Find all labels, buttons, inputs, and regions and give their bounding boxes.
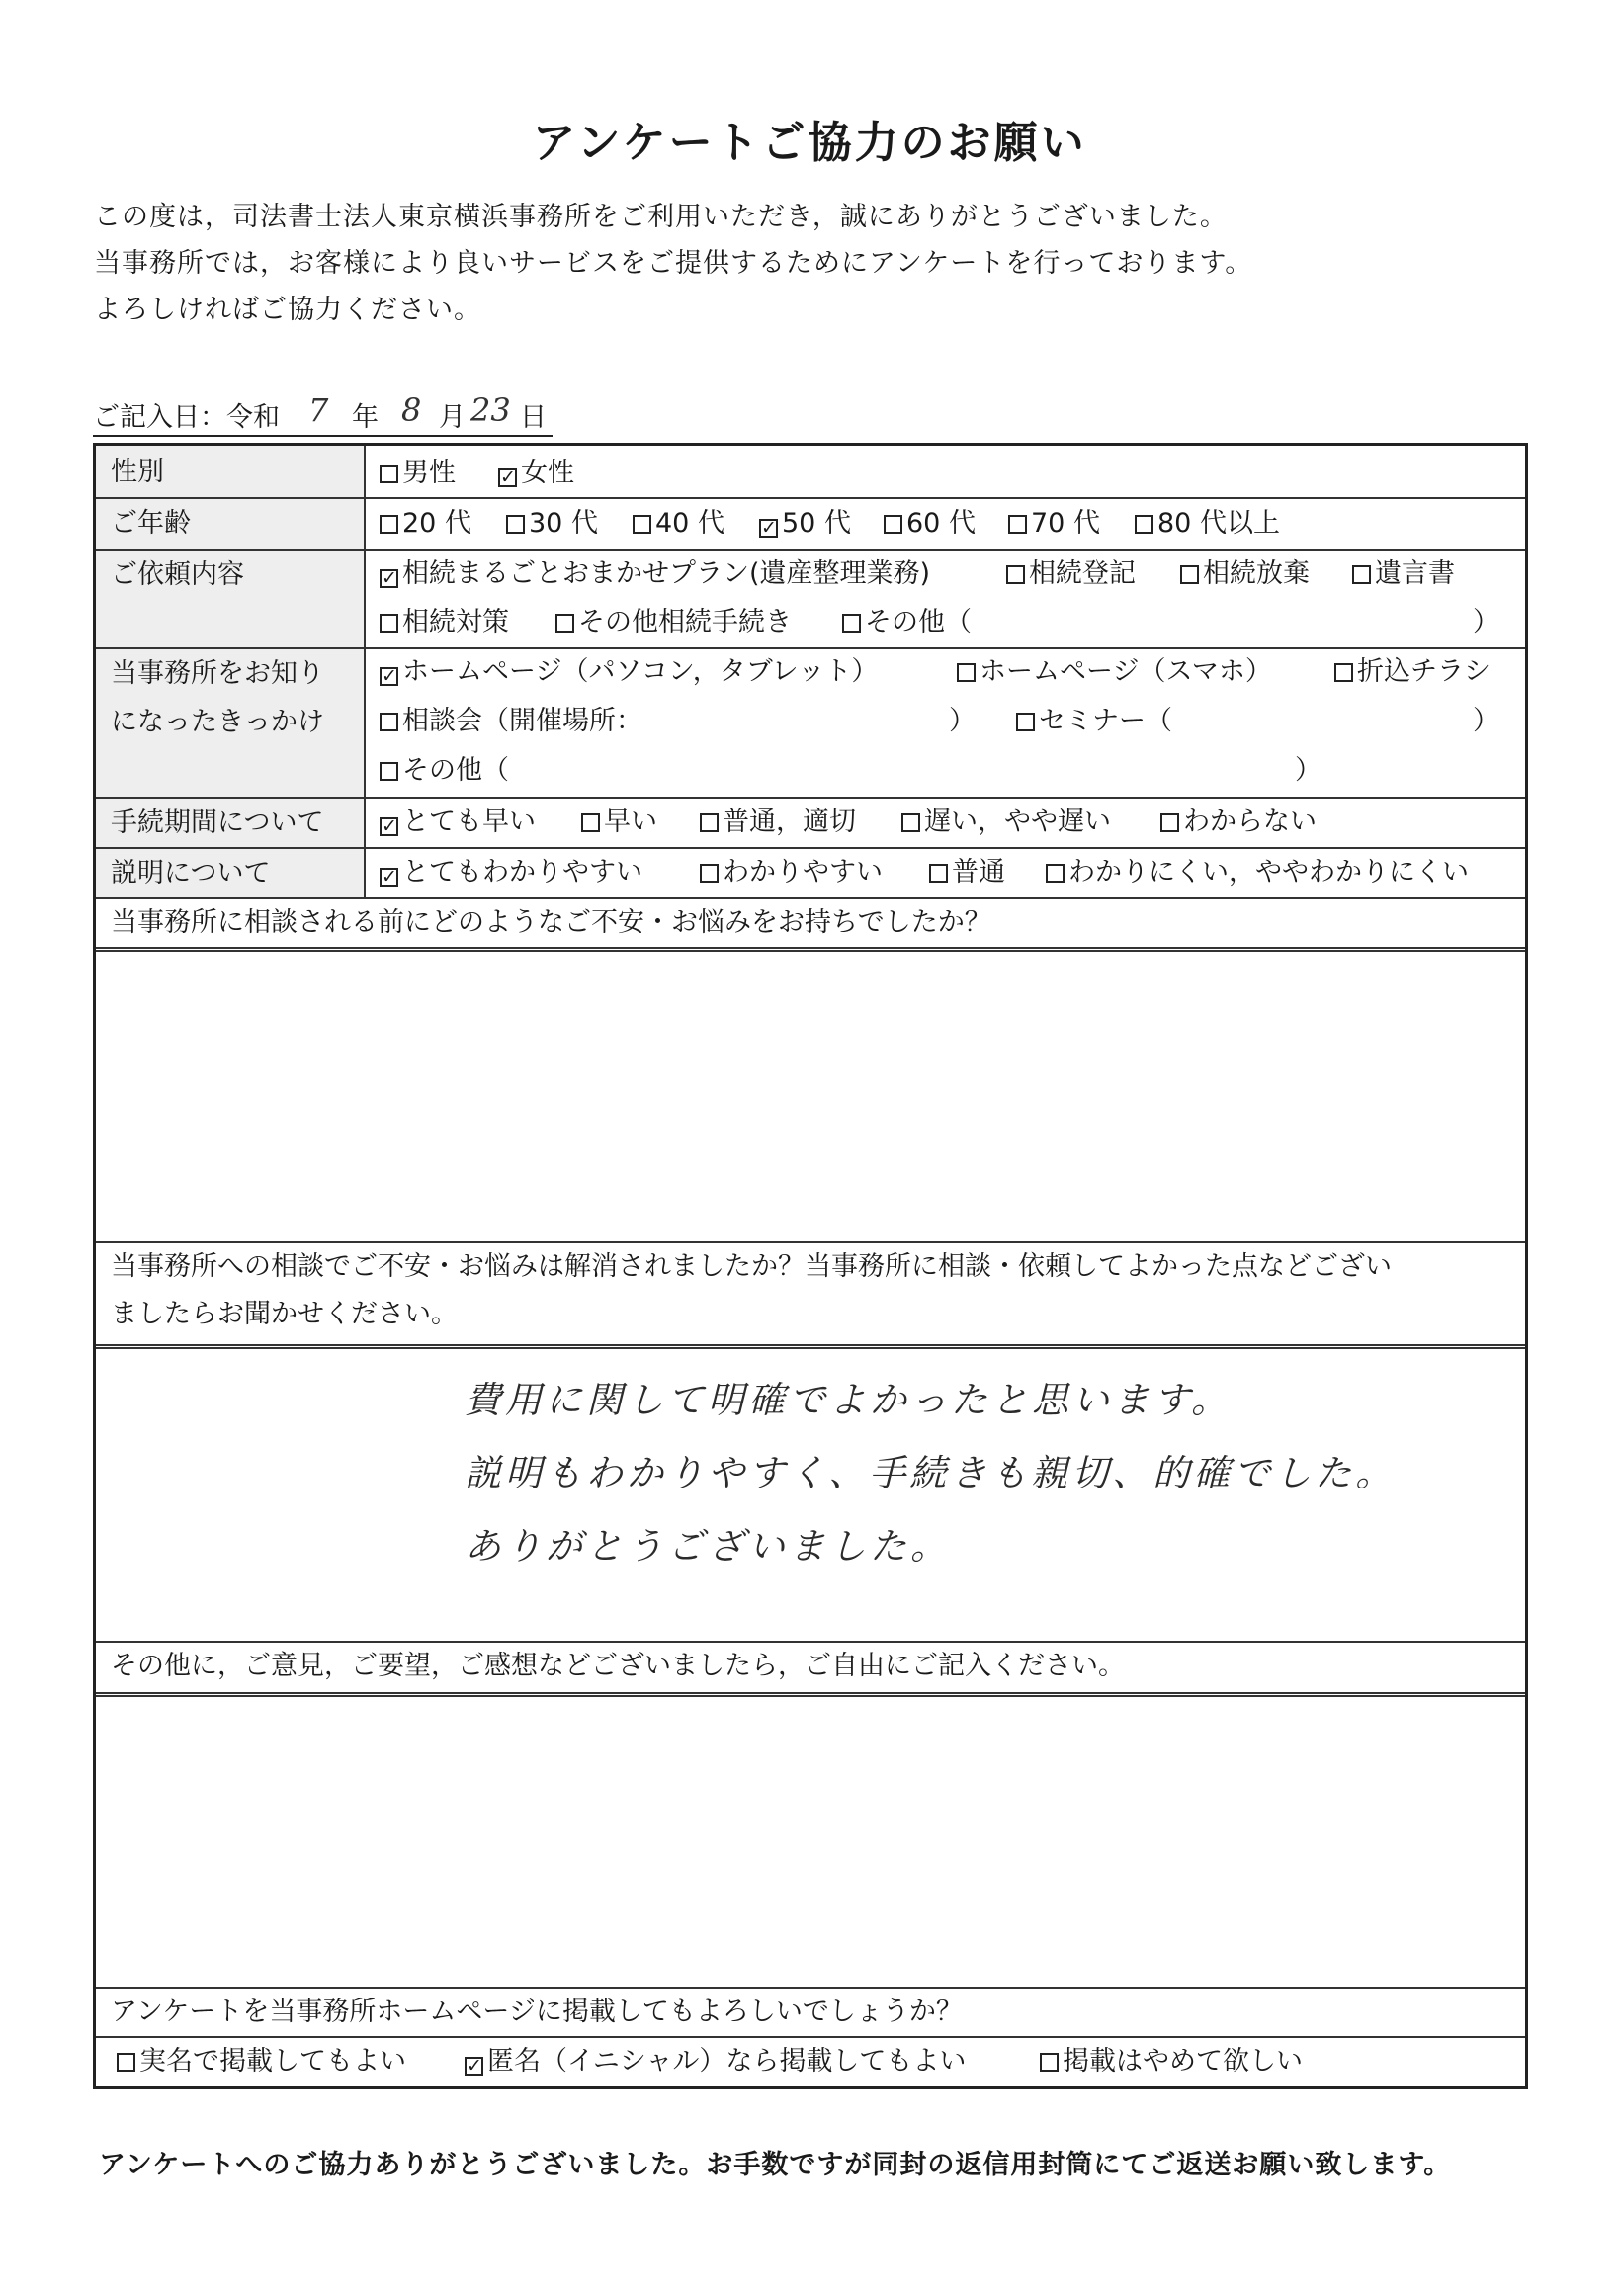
checkbox[interactable] [901,813,920,832]
checkbox[interactable] [633,515,651,534]
option-will[interactable] [1352,556,1455,592]
option-label: 普通，適切 [723,807,856,837]
option-renunciation[interactable] [1180,556,1310,592]
option-age-50[interactable] [759,506,851,542]
option-label: 掲載はやめて欲しい [1063,2046,1303,2077]
option-real-name[interactable] [117,2044,406,2080]
checkbox[interactable] [1046,864,1065,883]
checkbox[interactable]: ✓ [382,567,397,589]
checkbox[interactable] [1135,515,1153,534]
option-inheritance-registration[interactable] [1006,556,1136,592]
date-year-unit: 年 [352,402,379,433]
footer-thanks: アンケートへのご協力ありがとうございました。お手数ですが同封の返信用封筒にてご返送お願い致します。 [99,2150,1452,2180]
consultation-close: ） [949,706,976,736]
option-label: わかりやすい [723,857,883,888]
date-day-value[interactable]: 23 [470,391,511,429]
checkbox[interactable] [555,614,574,633]
checkbox[interactable] [1352,565,1371,584]
option-age-30[interactable] [506,506,598,542]
option-consultation[interactable] [380,704,642,739]
checkbox[interactable]: ✓ [467,2055,482,2077]
label-request: ご依頼内容 [111,559,244,590]
divider [96,497,1525,499]
checkbox[interactable]: ✓ [382,866,397,888]
checkbox[interactable] [1016,713,1035,731]
option-label: 相続まるごとおまかせプラン(遺産整理業務) [402,558,931,589]
option-label: その他相続手続き [578,607,792,638]
option-label: 相続放棄 [1203,558,1310,589]
answer-area-prior-concerns[interactable] [99,953,1522,1237]
option-very-fast[interactable] [380,805,536,840]
checkbox[interactable] [929,864,948,883]
checkbox[interactable]: ✓ [382,665,397,687]
intro-text [94,194,1252,333]
option-label: 匿名（イニシャル）なら掲載してもよい [487,2046,967,2077]
option-label: わからない [1183,807,1317,837]
option-label: とても早い [402,807,536,837]
checkbox[interactable]: ✓ [382,815,397,837]
option-label: 実名で掲載してもよい [139,2046,406,2077]
option-fast[interactable] [581,805,657,840]
checkbox[interactable] [1008,515,1027,534]
option-age-80[interactable] [1135,506,1280,542]
option-unclear[interactable] [1046,855,1469,891]
answer-line: 説明もわかりやすく、手続きも親切、的確でした。 [465,1452,1397,1494]
checkbox[interactable] [700,813,719,832]
option-label: 相続登記 [1029,558,1136,589]
date-month-unit: 月 [439,402,466,433]
checkbox[interactable] [1006,565,1025,584]
checkbox[interactable] [380,713,398,731]
option-anonymous[interactable] [465,2044,966,2080]
answer-line: ありがとうございました。 [465,1525,951,1568]
divider [96,2036,1525,2038]
question-resolved-line1: 当事務所への相談でご不安・お悩みは解消されましたか？当事務所に相談・依頼してよかった点などござい [111,1251,1392,1282]
option-label: 50 代 [782,508,851,539]
column-divider [364,446,366,898]
option-request-other[interactable] [842,605,972,640]
option-label: 30 代 [529,508,598,539]
question-resolved-line2: ましたらお聞かせください。 [111,1299,458,1329]
checkbox[interactable] [380,515,398,534]
label-source-2: になったきっかけ [111,707,324,737]
checkbox[interactable] [884,515,902,534]
checkbox[interactable] [380,465,398,483]
option-label: 折込チラシ [1357,656,1491,687]
answer-area-comments[interactable] [99,1698,1522,1983]
date-prefix: ご記入日：令和 [93,402,280,433]
option-homepage-pc[interactable] [380,654,878,690]
option-normal[interactable] [700,805,856,840]
checkbox[interactable] [506,515,525,534]
entry-date [93,391,553,437]
option-inheritance-planning[interactable] [380,605,509,640]
option-female[interactable] [498,456,574,491]
checkbox[interactable] [1334,663,1353,682]
divider [96,947,1525,952]
answer-line: 費用に関して明確でよかったと思います。 [465,1379,1233,1421]
checkbox[interactable] [700,864,719,883]
option-label: 相続対策 [402,607,509,638]
option-label: 相談会（開催場所： [402,706,642,736]
option-label: 40 代 [655,508,724,539]
option-label: その他（ [402,755,509,786]
option-age-60[interactable] [884,506,976,542]
checkbox[interactable] [1040,2053,1059,2072]
option-label: 遺言書 [1375,558,1455,589]
option-homepage-phone[interactable] [957,654,1272,690]
option-explanation-normal[interactable] [929,855,1005,891]
option-very-clear[interactable] [380,855,642,891]
option-clear[interactable] [700,855,883,891]
option-age-70[interactable] [1008,506,1100,542]
request-other-close: ） [1473,607,1499,638]
option-label: 遅い，やや遅い [924,807,1111,837]
label-period: 手続期間について [111,808,324,838]
option-slow[interactable] [901,805,1111,840]
option-label: その他（ [865,607,972,638]
option-source-other[interactable] [380,753,509,789]
option-label: 60 代 [906,508,976,539]
divider [96,549,1525,551]
divider [96,1344,1525,1349]
checkbox[interactable] [1160,813,1179,832]
option-no-publish[interactable] [1040,2044,1303,2080]
option-age-20[interactable] [380,506,471,542]
intro-line: よろしければご協力ください。 [94,295,481,325]
label-explanation: 説明について [111,858,271,889]
option-unknown[interactable] [1160,805,1317,840]
seminar-close: ） [1473,706,1499,736]
option-label: ホームページ（スマホ） [980,656,1272,687]
question-prior-concerns: 当事務所に相談される前にどのようなご不安・お悩みをお持ちでしたか？ [111,907,991,938]
option-label: 女性 [521,458,574,488]
checkbox[interactable] [117,2053,135,2072]
label-gender: 性別 [111,457,164,487]
date-month-value[interactable]: 8 [401,391,422,429]
option-label: わかりにくい，ややわかりにくい [1068,857,1469,888]
checkbox[interactable] [1180,565,1199,584]
option-label: 普通 [952,857,1005,888]
date-day-unit: 日 [520,402,547,433]
option-full-plan[interactable] [380,556,930,592]
option-flyer[interactable] [1334,654,1491,690]
checkbox[interactable]: ✓ [500,467,516,488]
source-other-close: ） [1295,755,1321,786]
option-age-40[interactable] [633,506,724,542]
checkbox[interactable] [380,614,398,633]
intro-line: 当事務所では，お客様により良いサービスをご提供するためにアンケートを行っております。 [94,248,1253,279]
option-label: 70 代 [1031,508,1100,539]
checkbox[interactable] [380,762,398,781]
question-publish: アンケートを当事務所ホームページに掲載してもよろしいでしょうか？ [111,1997,963,2027]
option-label: 20 代 [402,508,471,539]
question-comments: その他に，ご意見，ご要望，ご感想などございましたら，ご自由にご記入ください。 [111,1651,1125,1681]
date-year-value[interactable]: 7 [308,391,329,429]
handwritten-answer[interactable] [465,1364,1396,1583]
label-source-1: 当事務所をお知り [111,658,324,689]
label-age: ご年齢 [111,508,191,539]
checkbox[interactable]: ✓ [761,517,777,539]
checkbox[interactable] [957,663,976,682]
option-label: セミナー（ [1039,706,1172,736]
option-label: ホームページ（パソコン，タブレット） [402,656,879,687]
divider [96,1692,1525,1697]
option-other-procedures[interactable] [555,605,792,640]
intro-line: この度は，司法書士法人東京横浜事務所をご利用いただき，誠にありがとうございました。 [94,202,1228,232]
option-male[interactable] [380,456,456,491]
option-label: とてもわかりやすい [402,857,642,888]
checkbox[interactable] [842,614,861,633]
checkbox[interactable] [581,813,600,832]
option-label: 男性 [402,458,456,488]
option-label: 早い [604,807,657,837]
option-label: 80 代以上 [1157,508,1280,539]
option-seminar[interactable] [1016,704,1172,739]
page-title: アンケートご協力のお願い [532,118,1087,168]
